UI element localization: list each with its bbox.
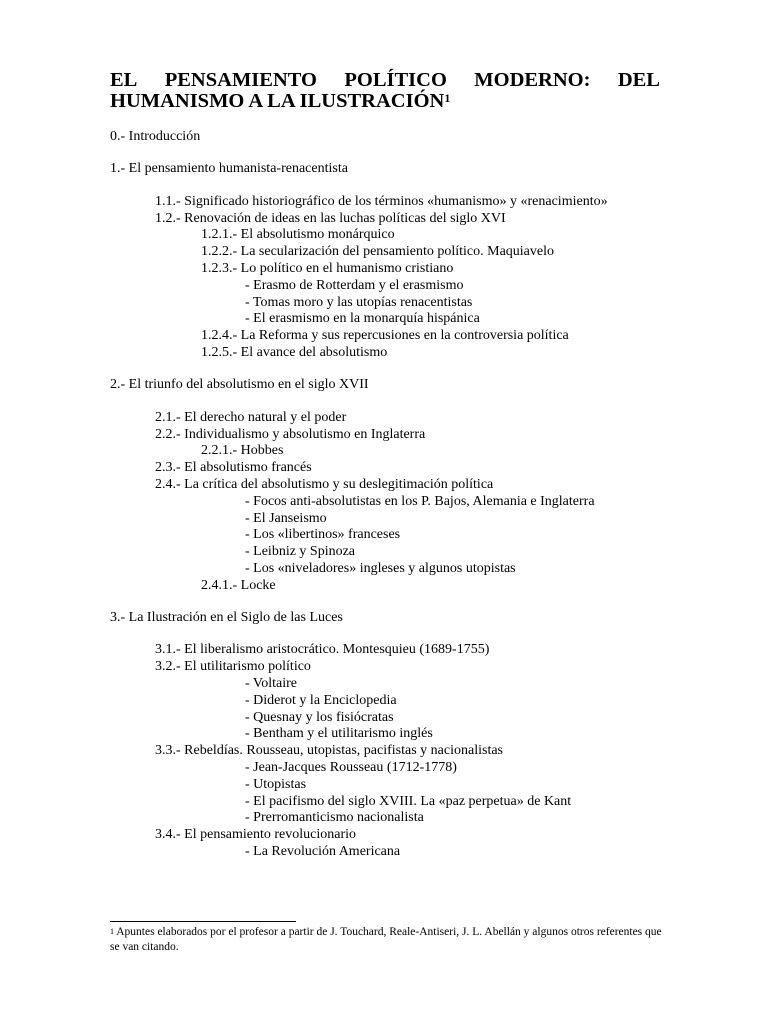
toc-entry: 1.2.4.- La Reforma y sus repercusiones en la controversia política bbox=[201, 328, 569, 344]
toc-entry: - Focos anti-absolutistas en los P. Bajos, Alemania e Inglaterra bbox=[245, 493, 595, 509]
toc-entry: 1.1.- Significado historiográfico de los términos «humanismo» y «renacimiento» bbox=[155, 193, 608, 209]
toc-entry: 0.- Introducción bbox=[110, 129, 201, 144]
toc-entry: 2.- El triunfo del absolutismo en el siglo XVII bbox=[110, 377, 369, 393]
toc-entry: 1.2.1.- El absolutismo monárquico bbox=[201, 227, 395, 243]
toc-entry: - Los «niveladores» ingleses y algunos utopistas bbox=[245, 560, 516, 576]
toc-entry: - Leibniz y Spinoza bbox=[245, 544, 356, 560]
title-word: MODERNO: bbox=[474, 69, 591, 91]
toc-entry: 2.4.- La crítica del absolutismo y su deslegitimación política bbox=[155, 476, 494, 492]
toc-entry: - Voltaire bbox=[245, 676, 297, 692]
footnote-separator bbox=[110, 921, 296, 922]
toc-entry: 2.4.1.- Locke bbox=[201, 577, 276, 593]
table-of-contents bbox=[110, 129, 710, 861]
toc-entry: 2.1.- El derecho natural y el poder bbox=[155, 409, 347, 425]
title-word: EL bbox=[110, 69, 138, 91]
toc-entry: 1.2.3.- Lo político en el humanismo cristiano bbox=[201, 260, 454, 276]
toc-entry: - Utopistas bbox=[245, 776, 307, 792]
toc-entry: 3.1.- El liberalismo aristocrático. Montesquieu (1689-1755) bbox=[155, 642, 490, 658]
toc-entry: 1.2.- Renovación de ideas en las luchas políticas del siglo XVI bbox=[155, 210, 506, 226]
toc-entry: - El Janseismo bbox=[245, 510, 327, 526]
toc-entry: - Prerromanticismo nacionalista bbox=[245, 810, 424, 826]
toc-entry: - Erasmo de Rotterdam y el erasmismo bbox=[245, 277, 464, 293]
toc-entry: 2.2.1.- Hobbes bbox=[201, 443, 284, 459]
footnote-number: 1 bbox=[110, 927, 114, 936]
toc-entry: - La Revolución Americana bbox=[245, 844, 401, 860]
title-line-2 bbox=[110, 91, 660, 112]
toc-entry: - El erasmismo en la monarquía hispánica bbox=[245, 311, 480, 327]
footnote-text: Apuntes elaborados por el profesor a partir de J. Touchard, Reale-Antiseri, J. L. Abellán y algunos otros referentes que se van citando. bbox=[110, 926, 662, 953]
toc-entry: 2.3.- El absolutismo francés bbox=[155, 460, 312, 476]
title-line-1 bbox=[110, 70, 660, 91]
title-line-2-text: HUMANISMO A LA ILUSTRACIÓN bbox=[110, 90, 445, 112]
toc-entry: 2.2.- Individualismo y absolutismo en Inglaterra bbox=[155, 426, 426, 442]
toc-entry: 1.2.5.- El avance del absolutismo bbox=[201, 344, 388, 360]
toc-entry: - El pacifismo del siglo XVIII. La «paz perpetua» de Kant bbox=[245, 793, 572, 809]
toc-entry: - Los «libertinos» franceses bbox=[245, 527, 401, 543]
toc-entry: 3.2.- El utilitarismo político bbox=[155, 659, 311, 675]
title-word: POLÍTICO bbox=[344, 69, 447, 91]
toc-entry: 3.- La Ilustración en el Siglo de las Luces bbox=[110, 610, 343, 626]
toc-entry: 3.3.- Rebeldías. Rousseau, utopistas, pacifistas y nacionalistas bbox=[155, 743, 503, 759]
toc-entry: 1.- El pensamiento humanista-renacentista bbox=[110, 161, 348, 177]
footnote-reference: 1 bbox=[444, 91, 451, 105]
title-word: DEL bbox=[617, 69, 660, 91]
toc-entry: - Tomas moro y las utopías renacentistas bbox=[245, 294, 473, 310]
toc-entry: 1.2.2.- La secularización del pensamiento político. Maquiavelo bbox=[201, 244, 554, 260]
title-word: PENSAMIENTO bbox=[164, 69, 317, 91]
toc-entry: - Diderot y la Enciclopedia bbox=[245, 692, 397, 708]
footnote bbox=[110, 925, 665, 955]
toc-entry: - Jean-Jacques Rousseau (1712-1778) bbox=[245, 760, 457, 776]
document-title bbox=[110, 70, 660, 112]
toc-entry: - Quesnay y los fisiócratas bbox=[245, 709, 394, 725]
toc-entry: - Bentham y el utilitarismo inglés bbox=[245, 726, 433, 742]
toc-entry: 3.4.- El pensamiento revolucionario bbox=[155, 827, 356, 843]
